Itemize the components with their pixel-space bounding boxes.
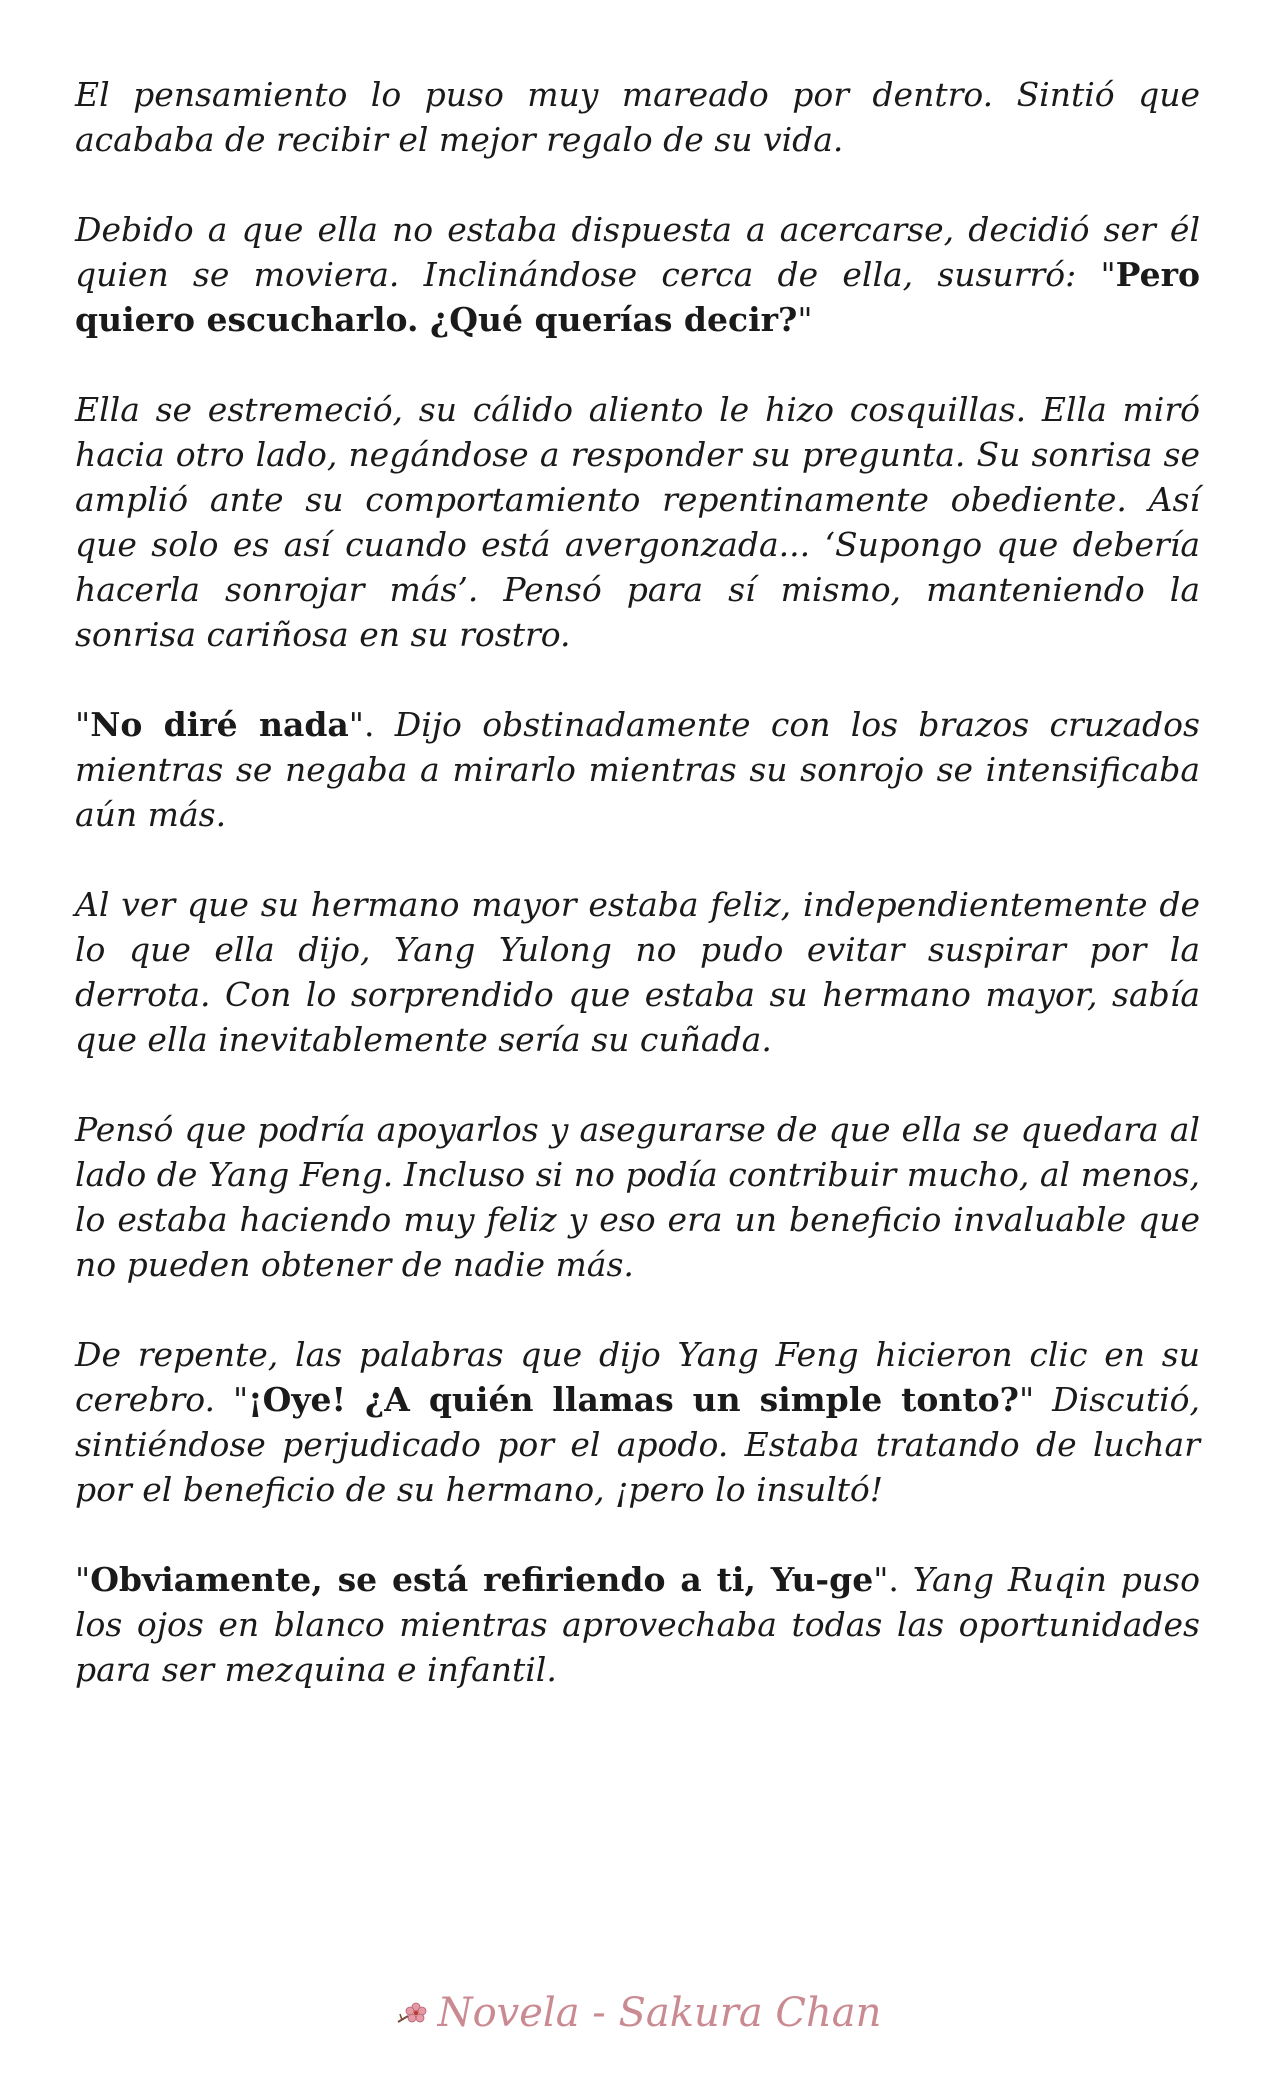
document-body <box>75 72 1200 1737</box>
narration-text: Yang Ruqin puso los ojos en blanco mientras aprovechaba todas las oportunidades para ser mezquina e infantil. <box>75 1560 1200 1689</box>
dialogue-text: Pero quiero escucharlo. ¿Qué querías decir? <box>75 255 1200 339</box>
quote-mark: ". <box>873 1560 913 1599</box>
narration-text: Discutió, sintiéndose perjudicado por el apodo. Estaba tratando de luchar por el beneficio de su hermano, ¡pero lo insultó! <box>75 1380 1200 1509</box>
dialogue-text: ¡Oye! ¿A quién llamas un simple tonto? <box>248 1380 1020 1419</box>
paragraph <box>75 882 1200 1062</box>
paragraph <box>75 1107 1200 1287</box>
dialogue-text: Obviamente, se está refiriendo a ti, Yu-ge <box>90 1560 874 1599</box>
paragraph <box>75 207 1200 342</box>
paragraph <box>75 387 1200 657</box>
quote-mark: " <box>797 300 813 339</box>
paragraph <box>75 1332 1200 1512</box>
quote-mark: ". <box>348 705 395 744</box>
narration-text: Debido a que ella no estaba dispuesta a acercarse, decidió ser él quien se moviera. Inclinándose cerca de ella, susurró: <box>75 210 1200 294</box>
quote-mark: " <box>232 1380 249 1419</box>
quote-mark: " <box>75 705 91 744</box>
paragraph <box>75 1557 1200 1692</box>
narration-text: Al ver que su hermano mayor estaba feliz, independientemente de lo que ella dijo, Yang Yulong no pudo evitar suspirar por la derrota. Con lo sorprendido que estaba su hermano mayor, sabía que ella inevitablemente sería su cuñada. <box>75 885 1200 1059</box>
watermark-text: Novela - Sakura Chan <box>437 1990 882 2036</box>
paragraph <box>75 72 1200 162</box>
quote-mark: " <box>1100 255 1116 294</box>
dialogue-text: No diré nada <box>90 705 349 744</box>
paragraph <box>75 702 1200 837</box>
narration-text: De repente, las palabras que dijo Yang Feng hicieron clic en su cerebro. <box>75 1335 1200 1419</box>
narration-text: Pensó que podría apoyarlos y asegurarse de que ella se quedara al lado de Yang Feng. Incluso si no podía contribuir mucho, al menos, lo estaba haciendo muy feliz y eso era un beneficio invaluable que no pueden obtener de nadie más. <box>75 1110 1200 1284</box>
narration-text: El pensamiento lo puso muy mareado por dentro. Sintió que acababa de recibir el mejor regalo de su vida. <box>75 75 1200 159</box>
narration-text: Dijo obstinadamente con los brazos cruzados mientras se negaba a mirarlo mientras su sonrojo se intensificaba aún más. <box>75 705 1200 834</box>
narration-text: Ella se estremeció, su cálido aliento le hizo cosquillas. Ella miró hacia otro lado, negándose a responder su pregunta. Su sonrisa se amplió ante su comportamiento repentinamente obediente. Así que solo es así cuando está avergonzada... ‘Supongo que debería hacerla sonrojar más’. Pensó para sí mismo, manteniendo la sonrisa cariñosa en su rostro. <box>75 390 1200 654</box>
quote-mark: " <box>1019 1380 1053 1419</box>
sakura-flower-icon <box>394 1998 430 2028</box>
watermark-footer <box>0 1990 1275 2036</box>
quote-mark: " <box>75 1560 91 1599</box>
